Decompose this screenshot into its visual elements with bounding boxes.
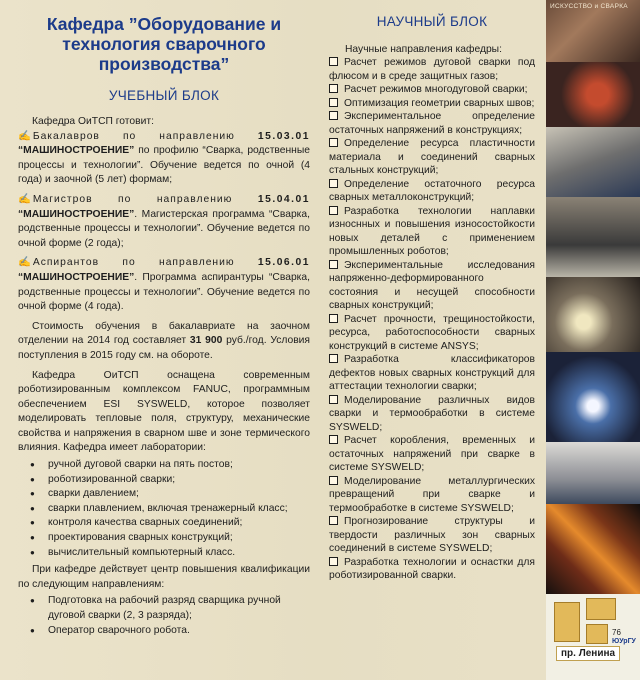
pen-icon: ✍	[18, 257, 31, 269]
research-item-text: Разработка технологии и оснастки для роботизированной сварки.	[329, 556, 535, 582]
equipment-text: Кафедра ОиТСП оснащена современным роботизированным комплексом FANUC, программным обеспечением ESI SYSWELD, которое позволяет моделировать тепловые поля, структуру, механические свойства и напряжения в сварном шве и зоне термического влияния. Кафедра имеет лаборатории:	[18, 369, 310, 454]
checkbox-icon	[329, 179, 338, 188]
title-line: технология сварочного	[62, 34, 266, 54]
research-item	[329, 110, 535, 137]
checkbox-icon	[329, 314, 338, 323]
checkbox-icon	[329, 98, 338, 107]
map-number: 76	[612, 628, 621, 637]
map-building	[586, 624, 608, 644]
degree-word: направлению	[156, 193, 233, 205]
program-code: 15.04.01	[257, 193, 310, 205]
list-item: ● Подготовка на рабочий разряд сварщика ручной дуговой сварки (2, 3 разряда);	[18, 594, 310, 623]
research-item-text: Экспериментальные исследования напряженно-деформированного состояния и несущей способности сварных конструкций;	[329, 259, 535, 312]
research-item-text: Разработка классификаторов дефектов новых сварных конструкций для аттестации технологии сварки;	[329, 354, 535, 393]
research-column	[329, 14, 535, 583]
cost-suffix: руб./год. Условия поступления в 2015 году см. на обороте.	[18, 335, 310, 361]
research-item	[329, 83, 535, 97]
map-building	[554, 602, 580, 642]
degree-word: направлению	[159, 130, 235, 142]
research-item-text: Экспериментальное определение остаточных напряжений в конструкциях;	[329, 111, 535, 136]
cost-text	[18, 320, 310, 364]
lab-photo	[546, 127, 640, 197]
pen-icon: ✍	[18, 130, 31, 142]
checkbox-icon	[329, 138, 338, 147]
cost-prefix: Стоимость обучения в бакалавриате на заочном отделении на 2014 год составляет	[18, 320, 310, 347]
map-building	[586, 598, 616, 620]
program-code: 15.03.01	[257, 130, 310, 142]
checkbox-icon	[329, 111, 338, 120]
program-name: “МАШИНОСТРОЕНИЕ”	[18, 208, 135, 220]
degree-word: Магистров	[32, 193, 93, 205]
map-street-label: пр. Ленина	[556, 646, 620, 661]
research-item-text: Разработка технологии наплавки износнных и повышения износостойкости новых деталей с применением промышленных роботов;	[329, 205, 535, 258]
prepares-text: Кафедра ОиТСП готовит:	[32, 116, 154, 127]
checkbox-icon	[329, 84, 338, 93]
research-item-text: Оптимизация геометрии сварных швов;	[344, 97, 535, 109]
research-item	[329, 475, 535, 516]
center-list	[18, 594, 310, 638]
research-item	[329, 137, 535, 178]
master-description	[18, 208, 310, 252]
checkbox-icon	[329, 260, 338, 269]
research-item	[329, 259, 535, 313]
map-abbr: ЮУрГУ	[612, 638, 636, 645]
degree-word: по	[122, 257, 136, 269]
education-block-title: УЧЕБНЫЙ БЛОК	[108, 88, 220, 103]
list-item: ● вычислительный компьютерный класс.	[18, 546, 310, 561]
research-item	[329, 178, 535, 205]
list-item: ● сварки плавлением, включая тренажерный класс;	[18, 502, 310, 517]
checkbox-icon	[329, 206, 338, 215]
checkbox-icon	[329, 395, 338, 404]
research-item	[329, 434, 535, 475]
steel-structure-photo	[546, 504, 640, 594]
campus-map	[546, 594, 640, 680]
program-details: по профилю “Сварка, родственные процессы и технологии”. Обучение ведется по очной (4 года) и заочной (5 лет) формам;	[18, 145, 310, 186]
degree-word: по	[118, 193, 132, 205]
research-item	[329, 556, 535, 583]
students-photo	[546, 442, 640, 504]
checkbox-icon	[329, 57, 338, 66]
list-item: ● роботизированной сварки;	[18, 473, 310, 488]
degree-word: по	[122, 130, 137, 142]
checkbox-icon	[329, 476, 338, 485]
research-item	[329, 313, 535, 354]
list-item: ● контроля качества сварных соединений;	[18, 516, 310, 531]
list-item: ● ручной дуговой сварки на пять постов;	[18, 458, 310, 473]
research-item-text: Определение остаточного ресурса сварных металлоконструкций;	[329, 178, 535, 204]
bachelor-description	[18, 144, 310, 188]
photo-strip	[546, 0, 640, 680]
title-line: производства”	[98, 54, 230, 74]
research-item-text: Определение ресурса пластичности материала и соединений сварных стальных конструкций;	[329, 138, 535, 177]
equipment-photo	[546, 277, 640, 352]
robot-welding-photo	[546, 62, 640, 127]
welding-arc-photo	[546, 352, 640, 442]
workshop-photo	[546, 197, 640, 277]
degree-word: Аспирантов	[32, 257, 100, 269]
research-item	[329, 205, 535, 259]
research-item-text: Прогнозирование структуры и твердости различных зон сварных соединений в системе SYSWELD;	[329, 516, 535, 555]
master-heading	[18, 193, 310, 208]
research-item-text: Расчет прочности, трещиностойкости, ресурса, работоспособности сварных конструкций в системе ANSYS;	[329, 313, 535, 352]
degree-word: Бакалавров	[32, 130, 100, 142]
list-item: ● проектирования сварных конструкций;	[18, 531, 310, 546]
strip-caption: ИСКУССТВО и СВАРКА	[550, 3, 628, 10]
bachelor-heading	[18, 130, 310, 145]
list-item: ● сварки давлением;	[18, 487, 310, 502]
research-item	[329, 394, 535, 435]
checkbox-icon	[329, 354, 338, 363]
postgrad-heading	[18, 256, 310, 271]
research-block-title: НАУЧНЫЙ БЛОК	[376, 14, 488, 29]
labs-list	[18, 458, 310, 560]
research-list	[329, 56, 535, 583]
program-name: “МАШИНОСТРОЕНИЕ”	[18, 145, 135, 157]
research-item-text: Моделирование различных видов сварки и термообработки в системе SYSWELD;	[329, 394, 535, 433]
research-item-text: Расчет режимов многодуговой сварки;	[344, 84, 528, 96]
research-item-text: Моделирование металлургических превращений при сварке и термообработке в системе SYSWELD;	[329, 475, 535, 514]
program-details: . Программа аспирантуры “Сварка, родственные процессы и технологии”. Обучение ведется по очной форме (4 года).	[18, 271, 310, 313]
degree-word: направлению	[159, 257, 235, 269]
research-item	[329, 56, 535, 83]
research-item	[329, 353, 535, 394]
checkbox-icon	[329, 516, 338, 525]
research-item	[329, 515, 535, 556]
checkbox-icon	[329, 435, 338, 444]
center-text: При кафедре действует центр повышения квалификации по следующим направлениям:	[18, 564, 310, 590]
program-name: “МАШИНОСТРОЕНИЕ”	[18, 271, 135, 283]
program-details: . Магистерская программа “Сварка, родственные процессы и технологии”. Обучение ведется по очной форме (2 года);	[18, 208, 310, 249]
cost-value: 31 900	[189, 335, 223, 347]
research-item	[329, 97, 535, 111]
department-title	[18, 14, 310, 74]
research-intro: Научные направления кафедры:	[345, 44, 502, 55]
program-code: 15.06.01	[257, 257, 310, 269]
list-item: ● Оператор сварочного робота.	[18, 624, 310, 639]
postgrad-description	[18, 271, 310, 315]
research-item-text: Расчет коробления, временных и остаточных напряжений при сварке в системе SYSWELD;	[329, 435, 535, 474]
pen-icon: ✍	[18, 193, 31, 205]
education-column	[18, 14, 310, 641]
checkbox-icon	[329, 557, 338, 566]
title-line: Кафедра ”Оборудование и	[46, 14, 282, 34]
research-item-text: Расчет режимов дуговой сварки под флюсом и в среде защитных газов;	[329, 57, 535, 82]
